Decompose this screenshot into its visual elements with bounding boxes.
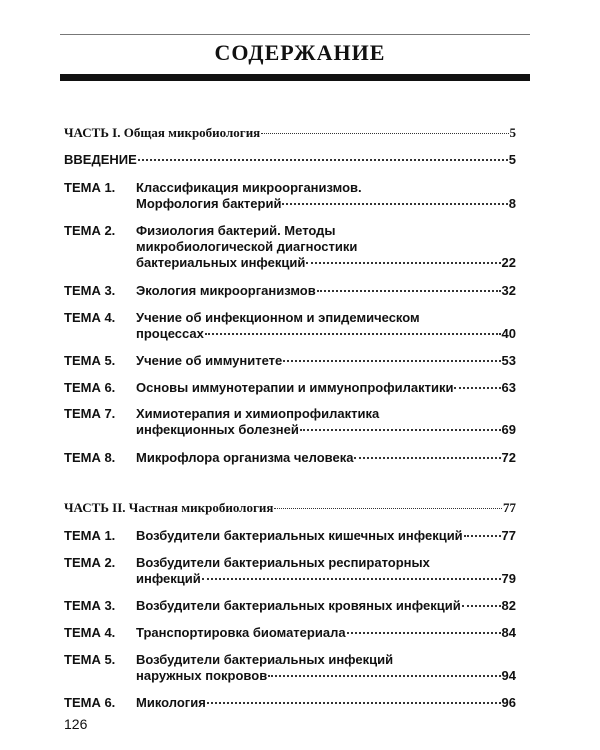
page-number: 126 [64,716,88,732]
toc-entry-page: 96 [501,695,516,710]
toc-entry-title: Микрофлора организма человека [136,450,354,465]
toc-entry-label: ТЕМА 7. [64,406,116,421]
toc-entry[interactable] [64,310,516,342]
dot-leader [462,605,501,607]
toc-entry[interactable] [64,283,516,299]
toc-entry-label: ТЕМА 5. [64,353,116,368]
toc-entry[interactable] [64,180,516,212]
toc-entry-title: Классификация микроорганизмов. [136,180,362,195]
toc-entry-label: ТЕМА 8. [64,450,116,465]
toc-entry-title: инфекций [136,571,201,586]
toc-entry-title: Возбудители бактериальных кровяных инфекций [136,598,461,613]
toc-entry-title: Экология микроорганизмов [136,283,316,298]
part-1-heading[interactable] [64,125,516,141]
toc-entry[interactable] [64,625,516,641]
toc-entry-label: ТЕМА 6. [64,695,116,710]
toc-entry-page: 82 [501,598,516,613]
toc-entry-title: Микология [136,695,206,710]
toc-entry[interactable] [64,406,516,438]
toc-entry-page: 72 [501,450,516,465]
toc-entry-label: ТЕМА 4. [64,310,116,325]
toc-entry[interactable] [64,555,516,587]
toc-entry-label: ТЕМА 5. [64,652,116,667]
toc-entry-page: 8 [508,196,516,211]
toc-entry-page: 79 [501,571,516,586]
dot-leader [205,333,501,335]
toc-entry-label: ТЕМА 4. [64,625,116,640]
dot-leader [138,159,508,161]
toc-entry-label: ТЕМА 6. [64,380,116,395]
dot-leader [464,535,501,537]
page-title: СОДЕРЖАНИЕ [214,40,386,65]
dot-leader [347,632,501,634]
part-2-heading[interactable] [64,500,516,516]
toc-entry-page: 84 [501,625,516,640]
toc-entry-title: Морфология бактерий [136,196,282,211]
toc-entry-page: 5 [508,152,516,167]
toc-entry-page: 32 [501,283,516,298]
toc-entry-title: Химиотерапия и химиопрофилактика [136,406,380,421]
dot-leader [202,578,501,580]
toc-entry-label: ТЕМА 1. [64,180,116,195]
toc-entry-label: ТЕМА 3. [64,283,116,298]
dot-leader [454,387,500,389]
dot-leader [283,360,500,362]
toc-entry-label: ТЕМА 1. [64,528,116,543]
toc-entry-title: бактериальных инфекций [136,255,306,270]
toc-entry[interactable] [64,598,516,614]
toc-entry-title: Физиология бактерий. Методы [136,223,336,238]
dot-leader [261,133,508,134]
toc-entry-page: 63 [501,380,516,395]
toc-entry-title: микробиологической диагностики [136,239,358,254]
toc-entry-page: 69 [501,422,516,437]
toc-entry-page: 77 [501,528,516,543]
part-1-page: 5 [509,125,516,140]
toc-entry-title: Возбудители бактериальных инфекций [136,652,394,667]
toc-entry[interactable] [64,353,516,369]
title-thick-rule [60,74,530,81]
toc-entry[interactable] [64,652,516,684]
dot-leader [274,508,502,509]
toc-entry[interactable] [64,450,516,466]
toc-entry-title: Возбудители бактериальных респираторных [136,555,430,570]
toc-entry-page: 40 [501,326,516,341]
dot-leader [354,457,500,459]
toc-entry[interactable] [64,695,516,711]
toc-entry-page: 22 [501,255,516,270]
toc-entry-label: ТЕМА 2. [64,555,116,570]
toc-entry-page: 94 [501,668,516,683]
toc-entry-title: процессах [136,326,204,341]
dot-leader [207,702,501,704]
dot-leader [282,203,507,205]
dot-leader [268,675,500,677]
part-2-page: 77 [503,500,516,515]
toc-entry-title: Основы иммунотерапии и иммунопрофилактики [136,380,454,395]
toc-entry-page: 53 [501,353,516,368]
toc-entry-title: Транспортировка биоматериала [136,625,346,640]
part-1-title: ЧАСТЬ I. Общая микробиология [64,125,261,140]
toc-entry-title: инфекционных болезней [136,422,299,437]
toc-entry[interactable] [64,152,516,168]
toc-entry-title: наружных покровов [136,668,268,683]
part-2-title: ЧАСТЬ II. Частная микробиология [64,500,274,515]
dot-leader [317,290,501,292]
toc-entry[interactable] [64,380,516,396]
dot-leader [306,262,500,264]
toc-entry-label: ВВЕДЕНИЕ [64,152,137,167]
top-thin-rule [60,34,530,35]
dot-leader [300,429,501,431]
toc-entry-title: Учение об иммунитете [136,353,283,368]
toc-entry[interactable] [64,528,516,544]
toc-entry-title: Возбудители бактериальных кишечных инфекций [136,528,463,543]
toc-entry-label: ТЕМА 3. [64,598,116,613]
toc-entry-title: Учение об инфекционном и эпидемическом [136,310,420,325]
toc-entry[interactable] [64,223,516,271]
toc-entry-label: ТЕМА 2. [64,223,116,238]
